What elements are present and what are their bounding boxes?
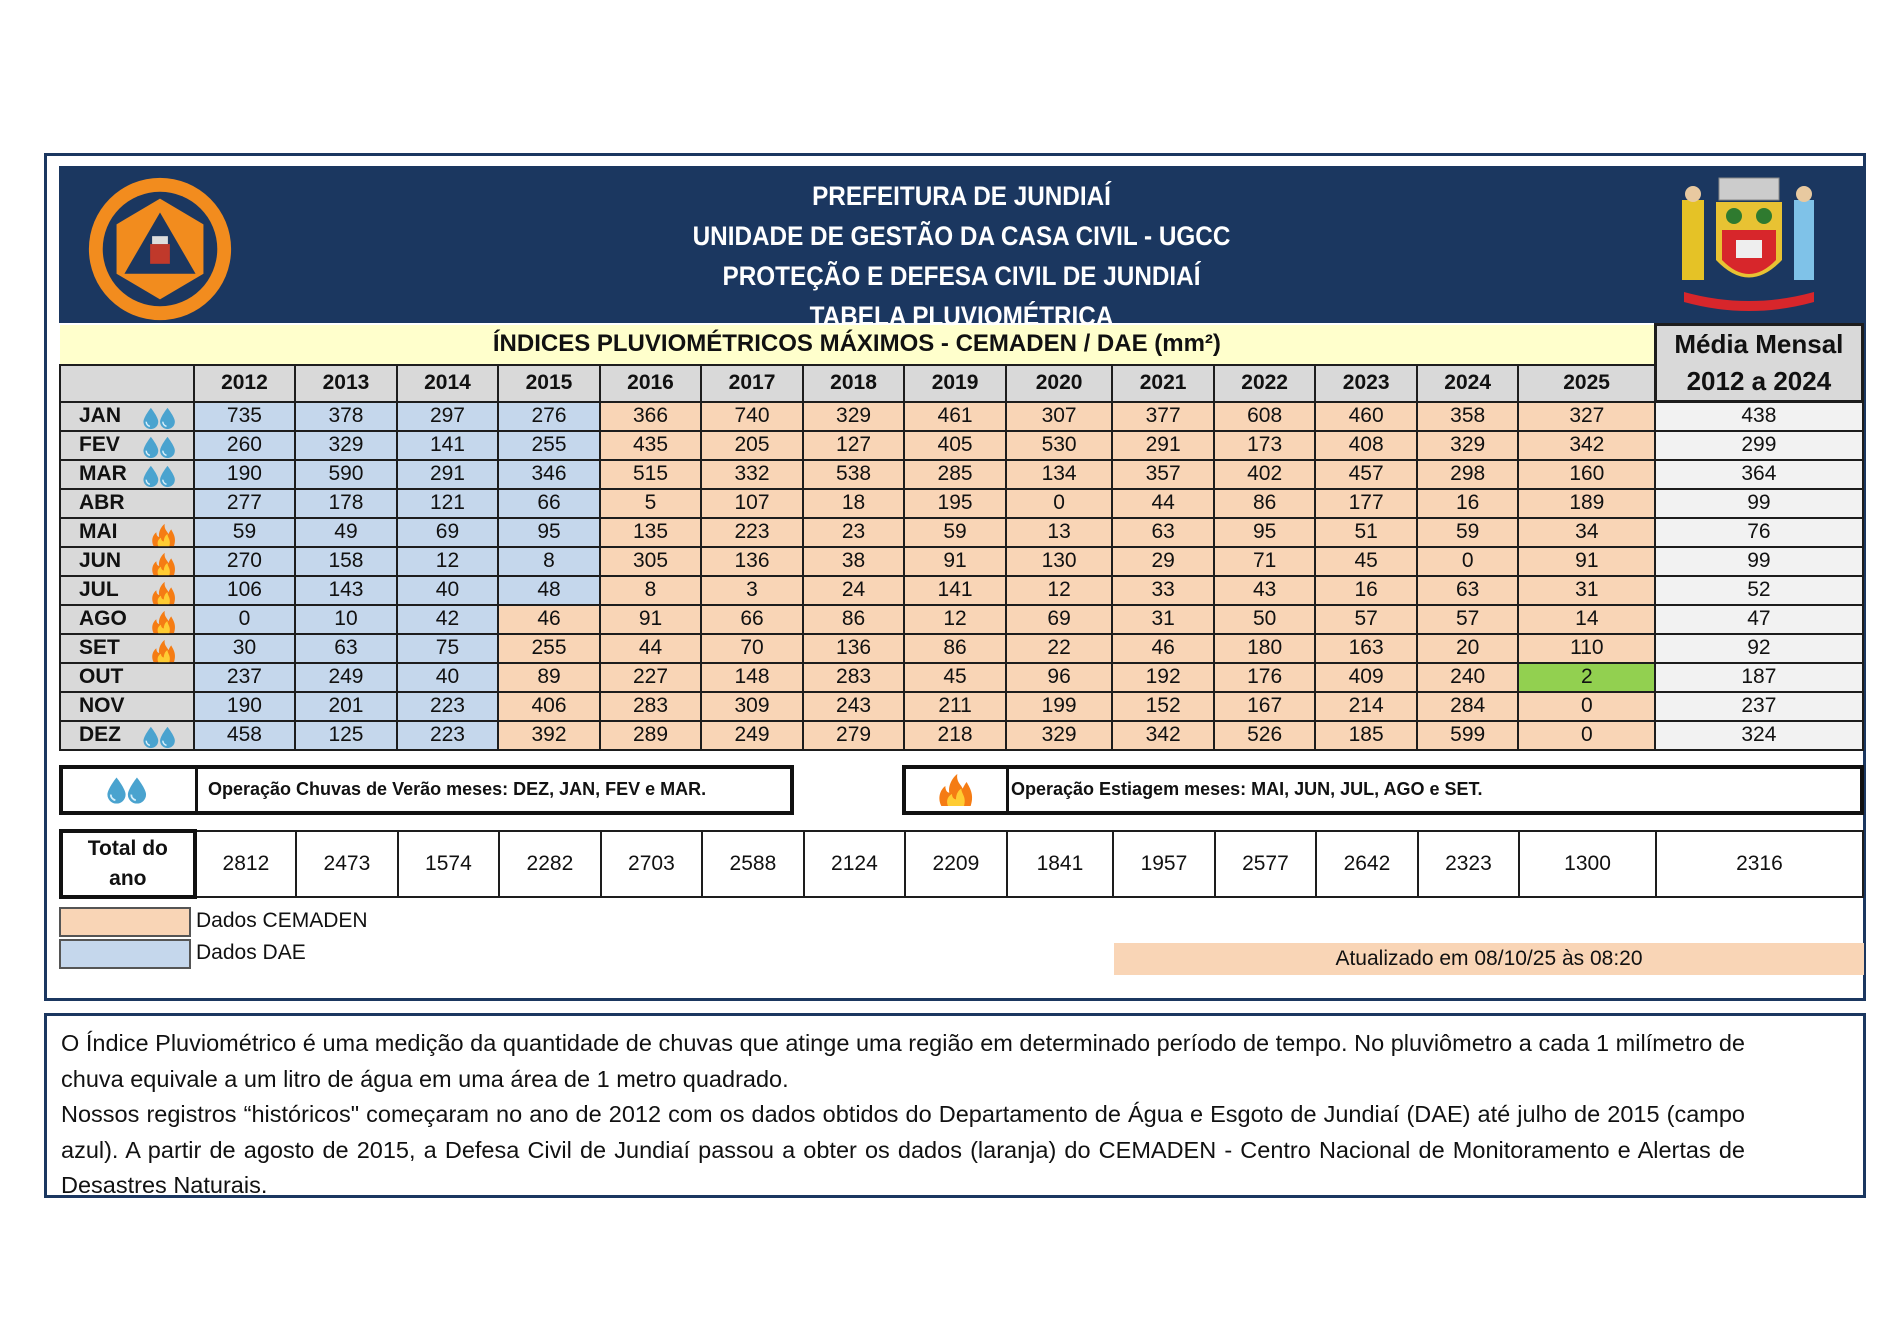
cemaden-label: Dados CEMADEN bbox=[196, 908, 368, 932]
rainfall-value: 22 bbox=[1006, 634, 1113, 663]
rainfall-value: 291 bbox=[397, 460, 499, 489]
rainfall-value: 405 bbox=[904, 431, 1006, 460]
rainfall-value: 366 bbox=[600, 402, 702, 431]
rainfall-value: 270 bbox=[194, 547, 296, 576]
year-total: 2703 bbox=[601, 831, 703, 897]
rainfall-value: 8 bbox=[600, 576, 702, 605]
rainfall-value: 24 bbox=[803, 576, 905, 605]
monthly-average: 237 bbox=[1655, 692, 1862, 721]
rainfall-value: 49 bbox=[295, 518, 397, 547]
rainfall-value: 223 bbox=[701, 518, 803, 547]
month-label: SET bbox=[79, 636, 120, 659]
rainfall-value: 95 bbox=[1214, 518, 1316, 547]
rainfall-value: 178 bbox=[295, 489, 397, 518]
year-header: 2025 bbox=[1518, 365, 1655, 401]
water-drops-icon bbox=[139, 435, 183, 459]
rainfall-value: 176 bbox=[1214, 663, 1316, 692]
fire-icon bbox=[906, 769, 1009, 811]
rainfall-value: 136 bbox=[803, 634, 905, 663]
header-line-1: PREFEITURA DE JUNDIAÍ bbox=[812, 181, 1111, 211]
year-header: 2012 bbox=[194, 365, 296, 401]
rainfall-value: 260 bbox=[194, 431, 296, 460]
rainfall-value: 136 bbox=[701, 547, 803, 576]
rainfall-value: 63 bbox=[295, 634, 397, 663]
rainfall-value: 329 bbox=[803, 402, 905, 431]
water-drops-icon bbox=[139, 406, 183, 430]
rainfall-value: 167 bbox=[1214, 692, 1316, 721]
rainfall-value: 33 bbox=[1112, 576, 1214, 605]
rainfall-value: 377 bbox=[1112, 402, 1214, 431]
rainfall-value: 89 bbox=[498, 663, 600, 692]
table-row bbox=[60, 518, 1863, 547]
rainfall-table bbox=[59, 323, 1864, 751]
rainfall-value: 148 bbox=[701, 663, 803, 692]
rainfall-value: 297 bbox=[397, 402, 499, 431]
month-label: DEZ bbox=[79, 723, 121, 746]
rainfall-value: 515 bbox=[600, 460, 702, 489]
month-cell bbox=[60, 547, 194, 576]
drought-operation-text: Operação Estiagem meses: MAI, JUN, JUL, AGO e SET. bbox=[1011, 779, 1483, 799]
rainfall-value: 392 bbox=[498, 721, 600, 750]
month-label: JUL bbox=[79, 578, 119, 601]
fire-icon bbox=[139, 522, 183, 546]
rainfall-value: 34 bbox=[1518, 518, 1655, 547]
jundiai-coat-of-arms bbox=[1664, 170, 1834, 320]
rainfall-value: 205 bbox=[701, 431, 803, 460]
year-header: 2015 bbox=[498, 365, 600, 401]
rainfall-value: 190 bbox=[194, 692, 296, 721]
rainfall-value: 279 bbox=[803, 721, 905, 750]
month-cell bbox=[60, 663, 194, 692]
rainfall-value: 346 bbox=[498, 460, 600, 489]
rainfall-value: 44 bbox=[1112, 489, 1214, 518]
year-total: 1957 bbox=[1113, 831, 1215, 897]
rainfall-value: 190 bbox=[194, 460, 296, 489]
rainfall-value: 23 bbox=[803, 518, 905, 547]
rainfall-value: 57 bbox=[1315, 605, 1417, 634]
year-header: 2019 bbox=[904, 365, 1006, 401]
rainfall-value: 249 bbox=[295, 663, 397, 692]
rainfall-value: 177 bbox=[1315, 489, 1417, 518]
rainfall-value: 409 bbox=[1315, 663, 1417, 692]
rainfall-value: 66 bbox=[498, 489, 600, 518]
rainfall-value: 51 bbox=[1315, 518, 1417, 547]
rainfall-value: 309 bbox=[701, 692, 803, 721]
monthly-average: 438 bbox=[1655, 402, 1862, 431]
header-line-3: PROTEÇÃO E DEFESA CIVIL DE JUNDIAÍ bbox=[722, 261, 1201, 291]
rainfall-value: 135 bbox=[600, 518, 702, 547]
rainfall-value: 40 bbox=[397, 663, 499, 692]
rainfall-value: 70 bbox=[701, 634, 803, 663]
rainfall-value: 45 bbox=[1315, 547, 1417, 576]
rainfall-value: 530 bbox=[1006, 431, 1113, 460]
year-total: 2209 bbox=[905, 831, 1007, 897]
year-header: 2014 bbox=[397, 365, 499, 401]
table-row bbox=[60, 547, 1863, 576]
explanation-note bbox=[44, 1013, 1866, 1198]
rainfall-value: 243 bbox=[803, 692, 905, 721]
rainfall-value: 16 bbox=[1315, 576, 1417, 605]
rainfall-value: 590 bbox=[295, 460, 397, 489]
rainfall-value: 0 bbox=[1518, 721, 1655, 750]
rainfall-value: 185 bbox=[1315, 721, 1417, 750]
fire-icon bbox=[139, 609, 183, 633]
corner-cell bbox=[60, 365, 194, 401]
rainfall-value: 0 bbox=[194, 605, 296, 634]
color-legend bbox=[59, 907, 1864, 977]
rainfall-value: 48 bbox=[498, 576, 600, 605]
year-total: 2282 bbox=[499, 831, 601, 897]
rainfall-value: 5 bbox=[600, 489, 702, 518]
table-row bbox=[60, 431, 1863, 460]
fire-icon bbox=[139, 580, 183, 604]
rainfall-value: 406 bbox=[498, 692, 600, 721]
rainfall-value: 31 bbox=[1518, 576, 1655, 605]
rainfall-value: 30 bbox=[194, 634, 296, 663]
rainfall-value: 158 bbox=[295, 547, 397, 576]
month-label: NOV bbox=[79, 694, 125, 717]
header-line-4: TABELA PLUVIOMÉTRICA bbox=[809, 301, 1114, 331]
rainfall-value: 378 bbox=[295, 402, 397, 431]
rainfall-value: 63 bbox=[1417, 576, 1519, 605]
rainfall-value: 195 bbox=[904, 489, 1006, 518]
water-drops-icon bbox=[63, 769, 198, 811]
rainfall-value: 255 bbox=[498, 431, 600, 460]
table-row bbox=[60, 460, 1863, 489]
rainfall-value: 46 bbox=[1112, 634, 1214, 663]
rainfall-value: 31 bbox=[1112, 605, 1214, 634]
rainfall-value: 14 bbox=[1518, 605, 1655, 634]
rainfall-value: 402 bbox=[1214, 460, 1316, 489]
rainfall-value: 192 bbox=[1112, 663, 1214, 692]
rainfall-value: 284 bbox=[1417, 692, 1519, 721]
rainfall-value: 107 bbox=[701, 489, 803, 518]
rainfall-value: 199 bbox=[1006, 692, 1113, 721]
rainfall-value: 0 bbox=[1417, 547, 1519, 576]
month-cell bbox=[60, 518, 194, 547]
rainfall-value: 276 bbox=[498, 402, 600, 431]
rainfall-value: 86 bbox=[1214, 489, 1316, 518]
fire-icon bbox=[139, 551, 183, 575]
rainfall-value: 59 bbox=[1417, 518, 1519, 547]
rainfall-value: 50 bbox=[1214, 605, 1316, 634]
monthly-average: 92 bbox=[1655, 634, 1862, 663]
month-cell bbox=[60, 489, 194, 518]
rainfall-value: 0 bbox=[1006, 489, 1113, 518]
rainfall-value: 460 bbox=[1315, 402, 1417, 431]
rainfall-value: 43 bbox=[1214, 576, 1316, 605]
year-total: 2577 bbox=[1215, 831, 1317, 897]
rainfall-value: 57 bbox=[1417, 605, 1519, 634]
year-header: 2016 bbox=[600, 365, 702, 401]
rainfall-value: 223 bbox=[397, 721, 499, 750]
rainfall-value: 218 bbox=[904, 721, 1006, 750]
rainfall-value: 10 bbox=[295, 605, 397, 634]
rainfall-value: 40 bbox=[397, 576, 499, 605]
table-row bbox=[60, 576, 1863, 605]
water-drops-icon bbox=[139, 464, 183, 488]
month-cell bbox=[60, 402, 194, 431]
rainfall-value: 223 bbox=[397, 692, 499, 721]
month-label: MAI bbox=[79, 520, 118, 543]
page-header bbox=[59, 166, 1864, 331]
operations-legend bbox=[59, 765, 1864, 821]
rainfall-value: 13 bbox=[1006, 518, 1113, 547]
table-row bbox=[60, 634, 1863, 663]
rainfall-value: 127 bbox=[803, 431, 905, 460]
table-row bbox=[60, 605, 1863, 634]
rainfall-value: 95 bbox=[498, 518, 600, 547]
average-header bbox=[1655, 325, 1862, 402]
monthly-average: 76 bbox=[1655, 518, 1862, 547]
year-header: 2013 bbox=[295, 365, 397, 401]
rainfall-value: 141 bbox=[397, 431, 499, 460]
water-drops-icon bbox=[139, 725, 183, 749]
rainfall-value: 143 bbox=[295, 576, 397, 605]
rainfall-value: 227 bbox=[600, 663, 702, 692]
rainfall-value: 42 bbox=[397, 605, 499, 634]
average-total: 2316 bbox=[1656, 831, 1863, 897]
year-total: 1300 bbox=[1519, 831, 1656, 897]
updated-timestamp: Atualizado em 08/10/25 às 08:20 bbox=[1114, 943, 1864, 975]
rainfall-value: 608 bbox=[1214, 402, 1316, 431]
rainfall-value: 461 bbox=[904, 402, 1006, 431]
rainfall-value: 277 bbox=[194, 489, 296, 518]
month-label: FEV bbox=[79, 433, 120, 456]
rainfall-value: 240 bbox=[1417, 663, 1519, 692]
rainfall-value: 152 bbox=[1112, 692, 1214, 721]
year-total: 2124 bbox=[804, 831, 906, 897]
rainfall-value: 29 bbox=[1112, 547, 1214, 576]
summer-operation-text: Operação Chuvas de Verão meses: DEZ, JAN, FEV e MAR. bbox=[208, 779, 707, 799]
rainfall-value: 408 bbox=[1315, 431, 1417, 460]
year-total: 2812 bbox=[195, 831, 297, 897]
month-label: JAN bbox=[79, 404, 122, 427]
fire-icon bbox=[139, 638, 183, 662]
rainfall-value: 59 bbox=[904, 518, 1006, 547]
month-cell bbox=[60, 634, 194, 663]
rainfall-value: 18 bbox=[803, 489, 905, 518]
monthly-average: 187 bbox=[1655, 663, 1862, 692]
cemaden-swatch bbox=[59, 907, 191, 937]
rainfall-value: 329 bbox=[1006, 721, 1113, 750]
rainfall-value: 342 bbox=[1518, 431, 1655, 460]
summer-operation-box bbox=[59, 765, 794, 815]
average-header-line-2: 2012 a 2024 bbox=[1686, 366, 1832, 396]
rainfall-value: 255 bbox=[498, 634, 600, 663]
rainfall-value: 538 bbox=[803, 460, 905, 489]
rainfall-value: 160 bbox=[1518, 460, 1655, 489]
rainfall-value: 8 bbox=[498, 547, 600, 576]
rainfall-value: 214 bbox=[1315, 692, 1417, 721]
rainfall-value: 458 bbox=[194, 721, 296, 750]
monthly-average: 47 bbox=[1655, 605, 1862, 634]
year-header: 2017 bbox=[701, 365, 803, 401]
rainfall-value: 305 bbox=[600, 547, 702, 576]
rainfall-value: 45 bbox=[904, 663, 1006, 692]
rainfall-value: 66 bbox=[701, 605, 803, 634]
totals-label-line-2: ano bbox=[109, 866, 147, 890]
year-total: 2588 bbox=[702, 831, 804, 897]
rainfall-value: 357 bbox=[1112, 460, 1214, 489]
rainfall-value: 16 bbox=[1417, 489, 1519, 518]
monthly-average: 52 bbox=[1655, 576, 1862, 605]
rainfall-value: 201 bbox=[295, 692, 397, 721]
rainfall-value: 0 bbox=[1518, 692, 1655, 721]
dae-swatch bbox=[59, 939, 191, 969]
month-label: AGO bbox=[79, 607, 127, 630]
rainfall-value: 249 bbox=[701, 721, 803, 750]
rainfall-value: 44 bbox=[600, 634, 702, 663]
month-cell bbox=[60, 460, 194, 489]
rainfall-value: 12 bbox=[904, 605, 1006, 634]
rainfall-value: 86 bbox=[803, 605, 905, 634]
rainfall-value: 75 bbox=[397, 634, 499, 663]
month-cell bbox=[60, 576, 194, 605]
rainfall-value: 121 bbox=[397, 489, 499, 518]
rainfall-value: 46 bbox=[498, 605, 600, 634]
month-cell bbox=[60, 605, 194, 634]
table-row bbox=[60, 721, 1863, 750]
rainfall-value: 735 bbox=[194, 402, 296, 431]
rainfall-value: 12 bbox=[1006, 576, 1113, 605]
rainfall-value: 283 bbox=[803, 663, 905, 692]
year-total: 1841 bbox=[1007, 831, 1114, 897]
totals-label bbox=[61, 831, 195, 897]
year-total: 2473 bbox=[296, 831, 398, 897]
month-label: MAR bbox=[79, 462, 127, 485]
rainfall-value: 289 bbox=[600, 721, 702, 750]
rainfall-value: 332 bbox=[701, 460, 803, 489]
rainfall-value: 86 bbox=[904, 634, 1006, 663]
rainfall-value: 740 bbox=[701, 402, 803, 431]
month-cell bbox=[60, 692, 194, 721]
monthly-average: 324 bbox=[1655, 721, 1862, 750]
rainfall-value: 63 bbox=[1112, 518, 1214, 547]
month-label: OUT bbox=[79, 665, 124, 688]
rainfall-value: 141 bbox=[904, 576, 1006, 605]
rainfall-value: 173 bbox=[1214, 431, 1316, 460]
rainfall-value: 211 bbox=[904, 692, 1006, 721]
rainfall-value: 134 bbox=[1006, 460, 1113, 489]
year-header: 2023 bbox=[1315, 365, 1417, 401]
rainfall-value: 20 bbox=[1417, 634, 1519, 663]
month-cell bbox=[60, 721, 194, 750]
rainfall-value: 2 bbox=[1518, 663, 1655, 692]
dae-label: Dados DAE bbox=[196, 940, 306, 964]
table-row bbox=[60, 663, 1863, 692]
header-line-2: UNIDADE DE GESTÃO DA CASA CIVIL - UGCC bbox=[692, 221, 1231, 251]
rainfall-value: 59 bbox=[194, 518, 296, 547]
rainfall-value: 91 bbox=[600, 605, 702, 634]
year-total: 2323 bbox=[1418, 831, 1520, 897]
rainfall-value: 329 bbox=[295, 431, 397, 460]
rainfall-value: 96 bbox=[1006, 663, 1113, 692]
table-row bbox=[60, 692, 1863, 721]
rainfall-value: 12 bbox=[397, 547, 499, 576]
rainfall-value: 3 bbox=[701, 576, 803, 605]
totals-table bbox=[59, 829, 1864, 899]
rainfall-value: 69 bbox=[1006, 605, 1113, 634]
rainfall-value: 91 bbox=[1518, 547, 1655, 576]
monthly-average: 99 bbox=[1655, 489, 1862, 518]
rainfall-value: 599 bbox=[1417, 721, 1519, 750]
rainfall-value: 106 bbox=[194, 576, 296, 605]
rainfall-value: 163 bbox=[1315, 634, 1417, 663]
monthly-average: 299 bbox=[1655, 431, 1862, 460]
rainfall-value: 435 bbox=[600, 431, 702, 460]
year-header: 2020 bbox=[1006, 365, 1113, 401]
monthly-average: 364 bbox=[1655, 460, 1862, 489]
rainfall-value: 130 bbox=[1006, 547, 1113, 576]
rainfall-value: 69 bbox=[397, 518, 499, 547]
monthly-average: 99 bbox=[1655, 547, 1862, 576]
rainfall-value: 283 bbox=[600, 692, 702, 721]
rainfall-value: 38 bbox=[803, 547, 905, 576]
rainfall-value: 327 bbox=[1518, 402, 1655, 431]
rainfall-value: 125 bbox=[295, 721, 397, 750]
year-header: 2024 bbox=[1417, 365, 1519, 401]
year-total: 1574 bbox=[398, 831, 500, 897]
year-header: 2021 bbox=[1112, 365, 1214, 401]
rainfall-value: 110 bbox=[1518, 634, 1655, 663]
month-label: ABR bbox=[79, 491, 125, 514]
rainfall-value: 291 bbox=[1112, 431, 1214, 460]
note-paragraph-1: O Índice Pluviométrico é uma medição da quantidade de chuvas que atinge uma região em determinado período de tempo. No pluviômetro a cada 1 milímetro de chuva equivale a um litro de água em uma área de 1 metro quadrado. bbox=[61, 1030, 1745, 1092]
rainfall-value: 329 bbox=[1417, 431, 1519, 460]
table-row bbox=[60, 402, 1863, 431]
rainfall-value: 189 bbox=[1518, 489, 1655, 518]
rainfall-value: 298 bbox=[1417, 460, 1519, 489]
year-total: 2642 bbox=[1316, 831, 1418, 897]
year-header: 2022 bbox=[1214, 365, 1316, 401]
table-row bbox=[60, 489, 1863, 518]
rainfall-value: 91 bbox=[904, 547, 1006, 576]
rainfall-value: 526 bbox=[1214, 721, 1316, 750]
rainfall-value: 307 bbox=[1006, 402, 1113, 431]
month-cell bbox=[60, 431, 194, 460]
average-header-line-1: Média Mensal bbox=[1674, 329, 1844, 359]
totals-label-line-1: Total do bbox=[87, 836, 168, 860]
rainfall-value: 457 bbox=[1315, 460, 1417, 489]
rainfall-sheet bbox=[44, 153, 1866, 1001]
note-paragraph-2: Nossos registros “históricos" começaram no ano de 2012 com os dados obtidos do Departamento de Água e Esgoto de Jundiaí (DAE) até julho de 2015 (campo azul). A partir de agosto de 2015, a Defesa Civil de Jundiaí passou a obter os dados (laranja) do CEMADEN - Centro Nacional de Monitoramento e Alertas de Desastres Naturais. bbox=[61, 1101, 1745, 1198]
year-header: 2018 bbox=[803, 365, 905, 401]
rainfall-value: 285 bbox=[904, 460, 1006, 489]
rainfall-value: 237 bbox=[194, 663, 296, 692]
rainfall-value: 71 bbox=[1214, 547, 1316, 576]
rainfall-value: 358 bbox=[1417, 402, 1519, 431]
table-subtitle: ÍNDICES PLUVIOMÉTRICOS MÁXIMOS - CEMADEN / DAE (mm²) bbox=[60, 325, 1655, 366]
drought-operation-box bbox=[902, 765, 1864, 815]
rainfall-value: 180 bbox=[1214, 634, 1316, 663]
rainfall-value: 342 bbox=[1112, 721, 1214, 750]
month-label: JUN bbox=[79, 549, 122, 572]
